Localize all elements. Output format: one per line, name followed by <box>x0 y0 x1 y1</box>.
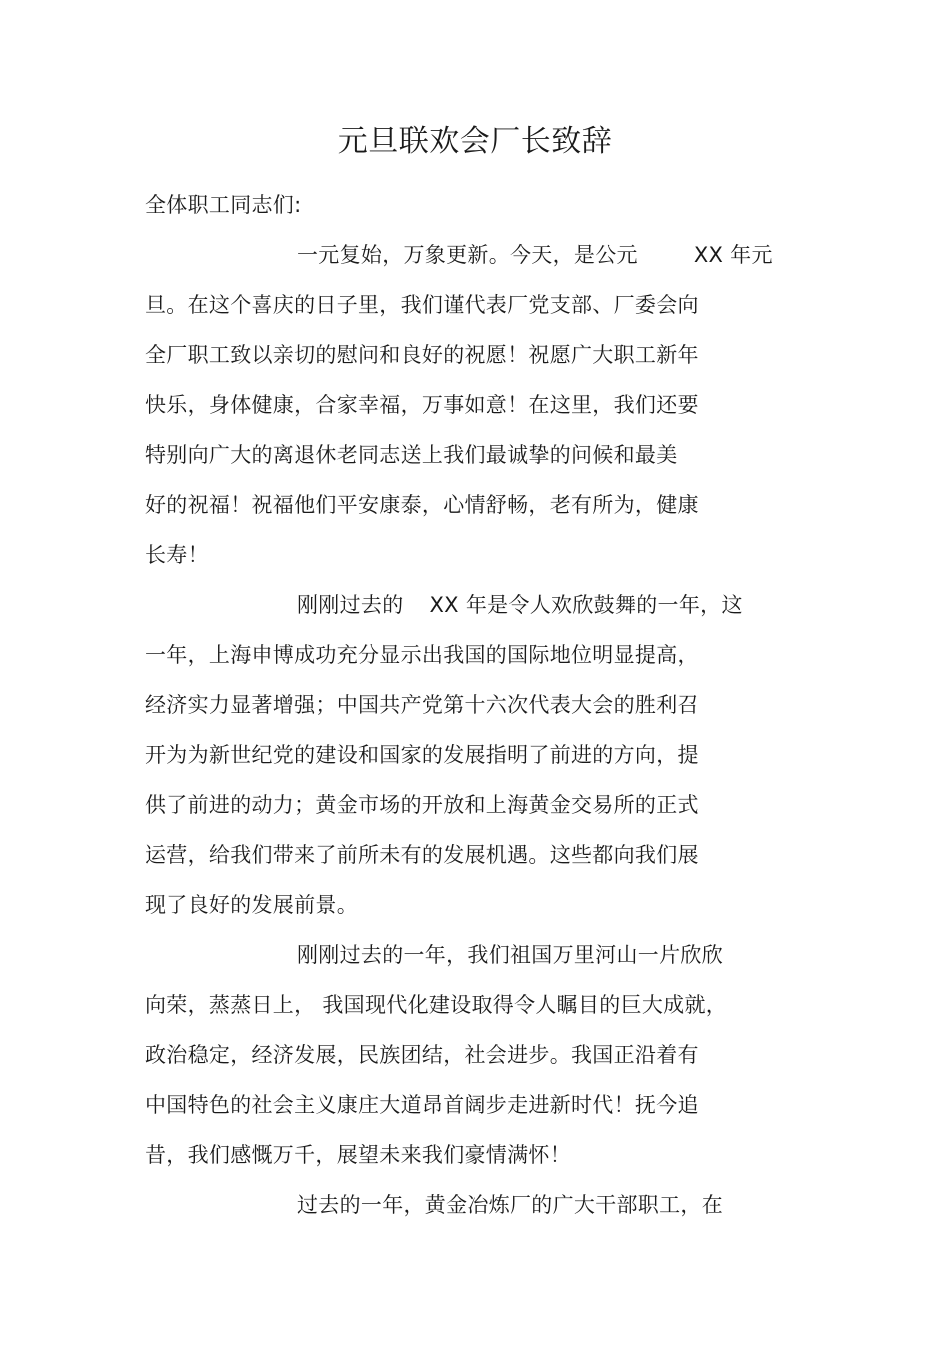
paragraph-1-line-5: 特别向广大的离退休老同志送上我们最诚挚的问候和最美 <box>145 443 678 467</box>
document-title: 元旦联欢会厂长致辞 <box>337 124 613 159</box>
paragraph-1-line-6: 好的祝福！祝福他们平安康泰，心情舒畅，老有所为，健康 <box>145 493 699 517</box>
paragraph-2-line-4: 开为为新世纪党的建设和国家的发展指明了前进的方向，提 <box>145 743 699 767</box>
paragraph-3-line-4: 中国特色的社会主义康庄大道昂首阔步走进新时代！抚今追 <box>145 1093 699 1117</box>
text-segment: 一元复始，万象更新。今天，是公元 <box>297 243 638 267</box>
paragraph-2-line-3: 经济实力显著增强；中国共产党第十六次代表大会的胜利召 <box>145 693 699 717</box>
paragraph-1-line-2: 旦。在这个喜庆的日子里，我们谨代表厂党支部、厂委会向 <box>145 293 699 317</box>
paragraph-4-line-1: 过去的一年，黄金冶炼厂的广大干部职工，在 <box>297 1193 723 1217</box>
paragraph-3-line-2: 向荣，蒸蒸日上， 我国现代化建设取得令人瞩目的巨大成就， <box>145 993 728 1017</box>
paragraph-1-line-4: 快乐，身体健康，合家幸福，万事如意！在这里，我们还要 <box>145 393 699 417</box>
salutation: 全体职工同志们: <box>145 193 302 217</box>
text-segment: XX 年元 <box>693 243 773 267</box>
paragraph-2-line-7: 现了良好的发展前景。 <box>145 893 358 917</box>
paragraph-1-line-1 <box>297 240 773 270</box>
paragraph-1-line-3: 全厂职工致以亲切的慰问和良好的祝愿！祝愿广大职工新年 <box>145 343 699 367</box>
text-segment: XX 年是令人欢欣鼓舞的一年，这 <box>429 593 743 617</box>
paragraph-3-line-1: 刚刚过去的一年，我们祖国万里河山一片欣欣 <box>297 943 723 967</box>
paragraph-3-line-5: 昔，我们感慨万千，展望未来我们豪情满怀！ <box>145 1143 571 1167</box>
paragraph-2-line-2: 一年，上海申博成功充分显示出我国的国际地位明显提高， <box>145 643 699 667</box>
paragraph-2-line-5: 供了前进的动力；黄金市场的开放和上海黄金交易所的正式 <box>145 793 699 817</box>
paragraph-3-line-3: 政治稳定，经济发展，民族团结，社会进步。我国正沿着有 <box>145 1043 699 1067</box>
text-segment: 刚刚过去的 <box>297 593 404 617</box>
paragraph-2-line-6: 运营，给我们带来了前所未有的发展机遇。这些都向我们展 <box>145 843 699 867</box>
paragraph-1-line-7: 长寿！ <box>145 543 209 567</box>
paragraph-2-line-1 <box>297 590 743 620</box>
